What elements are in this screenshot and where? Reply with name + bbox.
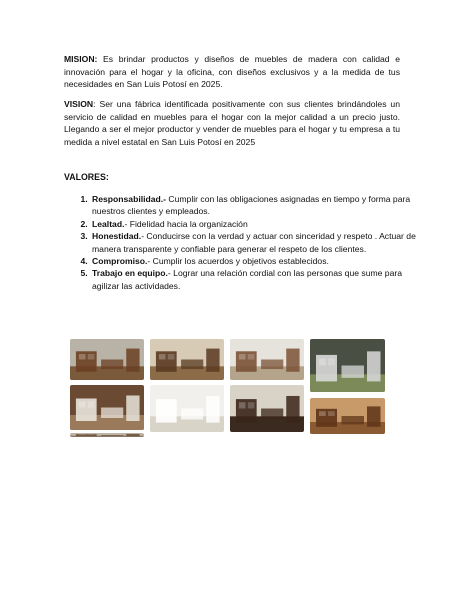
vision-label: VISION xyxy=(64,99,94,109)
value-term: Lealtad. xyxy=(92,218,125,229)
value-term: Compromiso. xyxy=(92,256,148,267)
furniture-photo-modern-living xyxy=(310,339,385,392)
value-text: - Conducirse con la verdad y actuar con sinceridad y respeto . Actuar de manera transparente y confiable para generar el respeto de los clientes. xyxy=(92,231,416,254)
vision-text: : Ser una fábrica identificada positivamente con sus clientes brindándoles un servicio de calidad en muebles para el hogar con la mejor calidad a un precio justo. Llegando a ser el mejor productor y vender de muebles para el hogar y tu empresa a tu medida a nivel estatal en San Luis Potosí en 2025 xyxy=(64,99,400,147)
value-text: Cumplir con las obligaciones asignadas en tiempo y forma para nuestros clientes y empleados. xyxy=(92,194,411,217)
value-term: Responsabilidad.- xyxy=(92,194,167,204)
value-text: - Lograr una relación cordial con las personas que sume para agilizar las actividades. xyxy=(92,268,402,291)
furniture-photo-classic-dining xyxy=(310,398,385,434)
mision-text: Es brindar productos y diseños de muebles de madera con calidad e innovación para el hogar y la oficina, con diseños exclusivos y a la medida de tus necesidades en San Luis Potosí en 2025. xyxy=(64,54,400,90)
value-text: - Cumplir los acuerdos y objetivos establecidos. xyxy=(147,256,329,267)
mision-label: MISION: xyxy=(64,54,98,64)
value-text: - Fidelidad hacia la organización xyxy=(124,218,248,229)
furniture-photo-wall-unit xyxy=(70,385,144,430)
value-term: Trabajo en equipo. xyxy=(92,268,168,279)
furniture-photo-white-cabinets xyxy=(150,385,224,432)
furniture-photo-dark-dining xyxy=(230,385,304,432)
value-term: Honestidad. xyxy=(92,231,142,242)
furniture-photo-partial xyxy=(70,433,144,437)
furniture-photo-living-room-wood xyxy=(70,339,144,380)
furniture-photo-dining-room xyxy=(150,339,224,380)
valores-heading: VALORES: xyxy=(64,172,109,182)
furniture-photo-tv-console xyxy=(230,339,304,380)
